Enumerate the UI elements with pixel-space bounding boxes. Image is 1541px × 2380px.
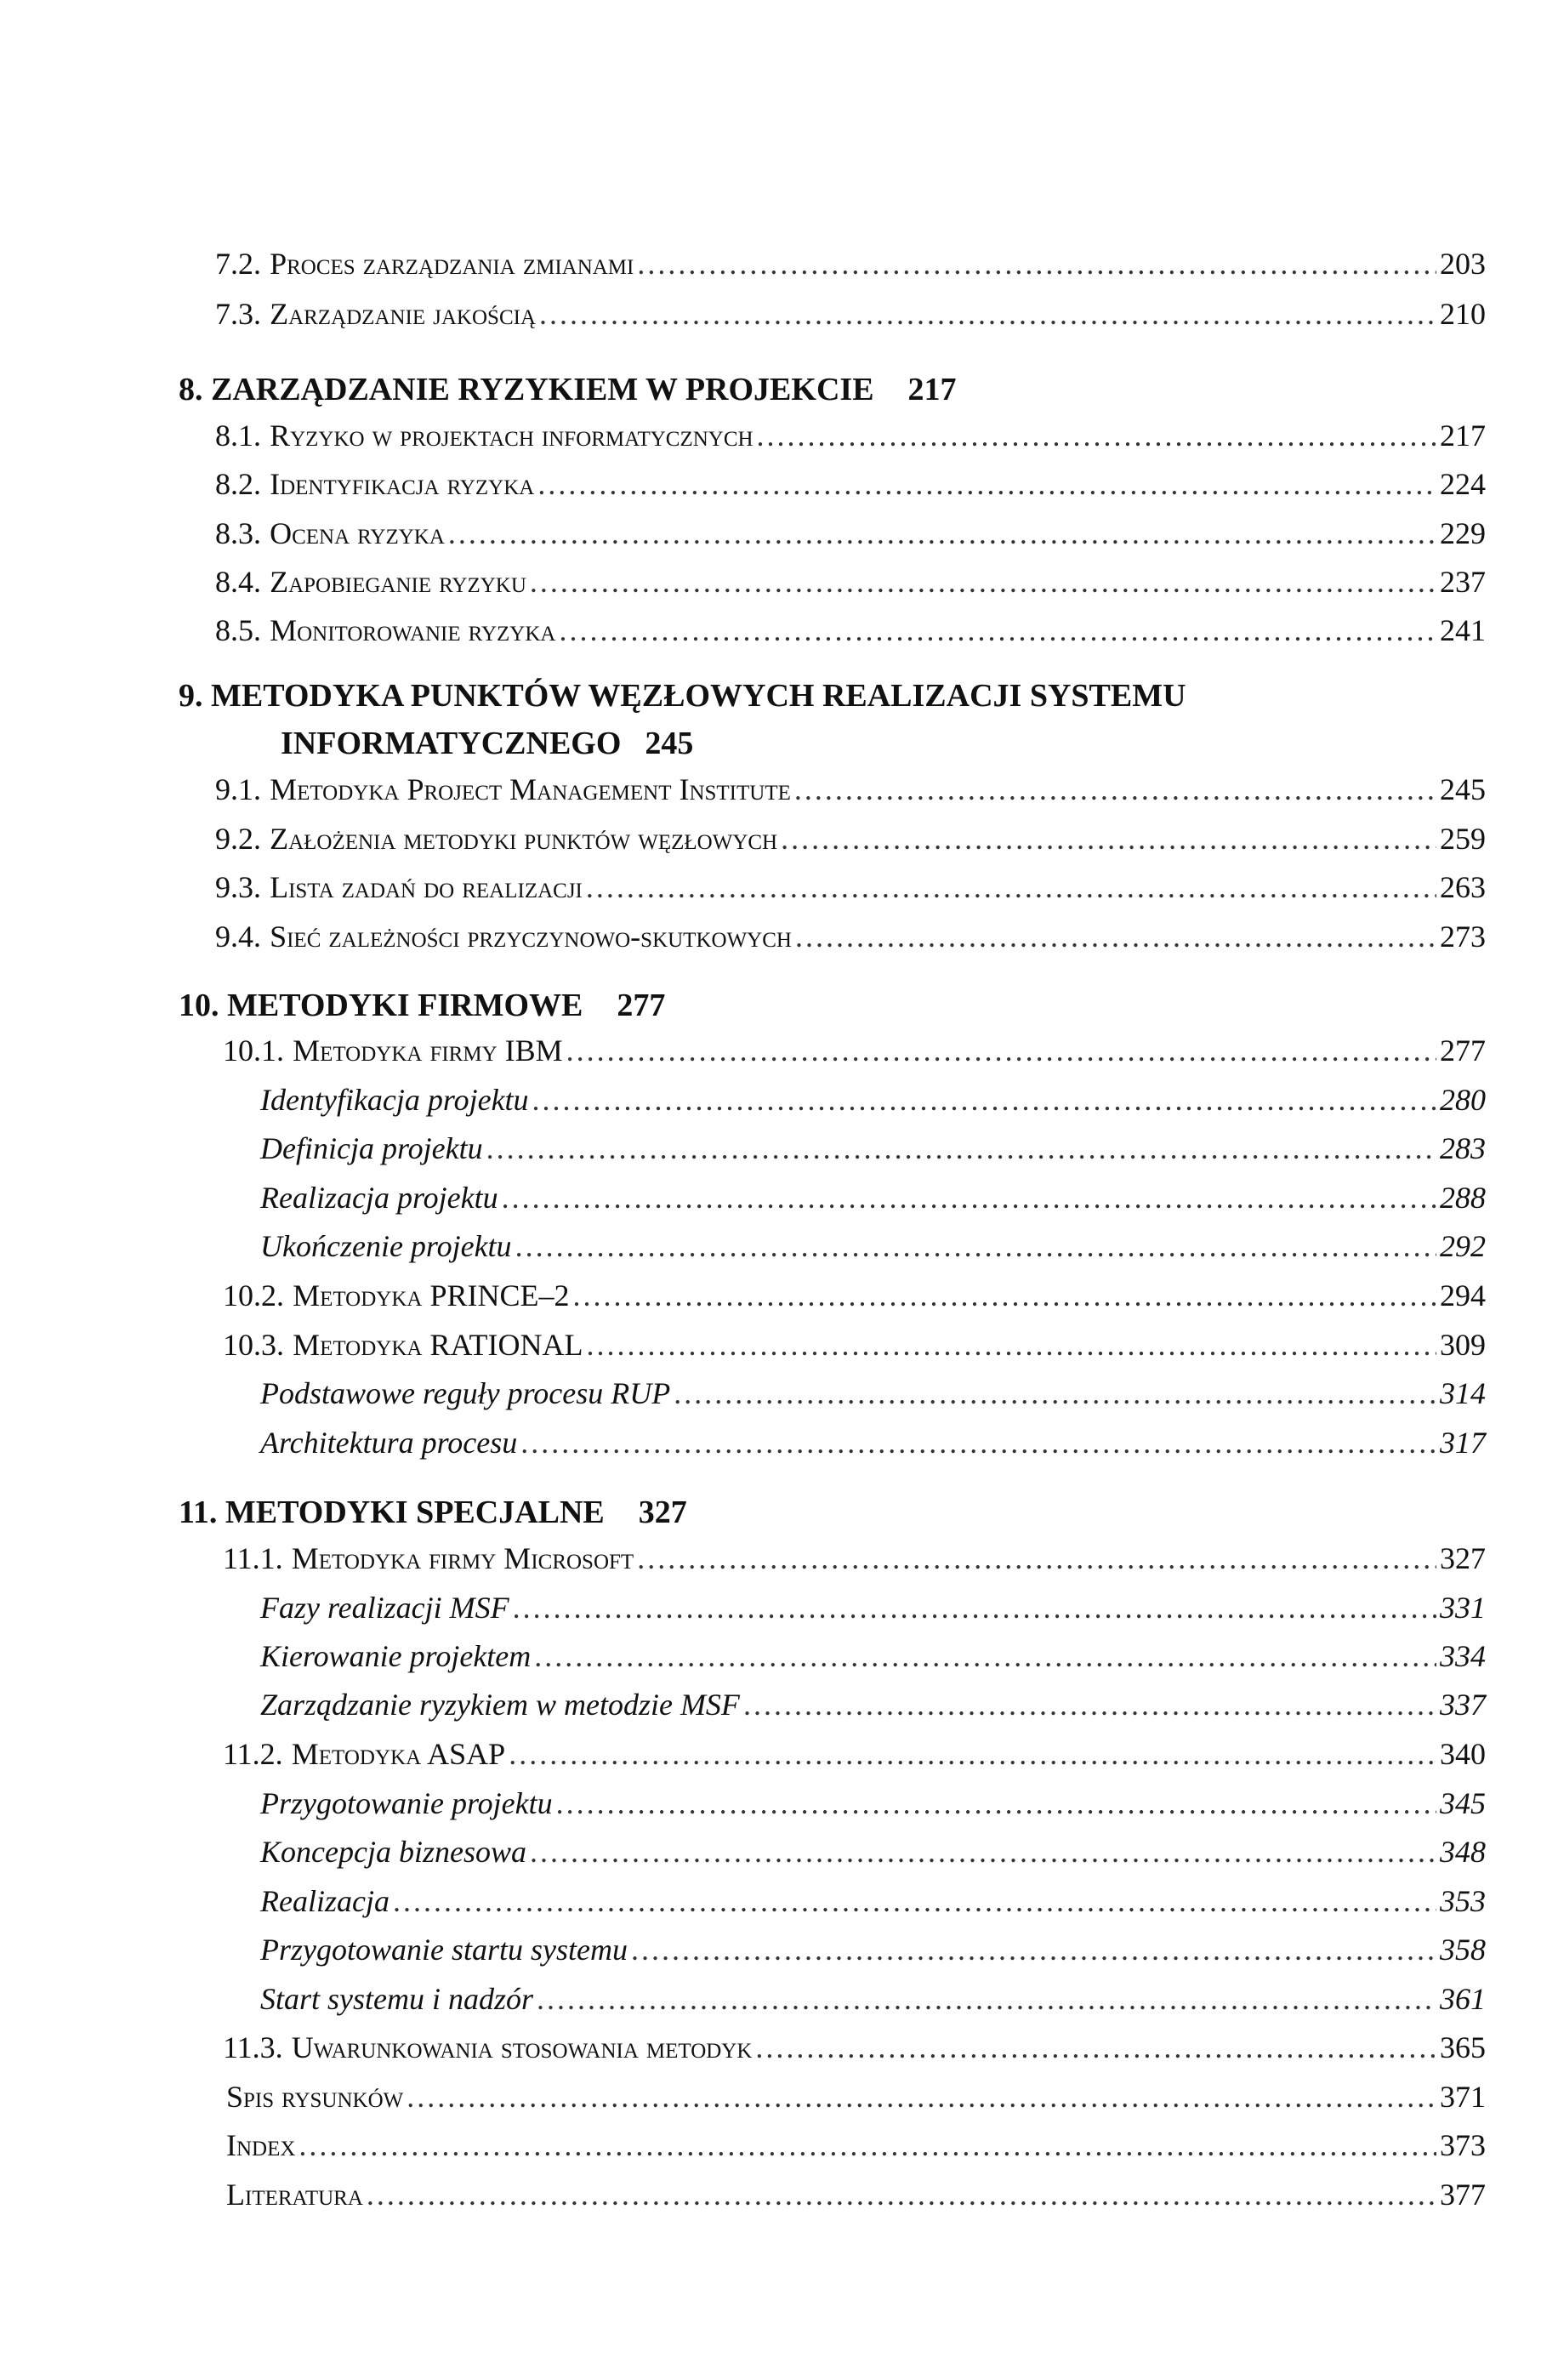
section-number: 11.3. [223, 2030, 283, 2064]
section-number: 9.1. [215, 772, 261, 806]
toc-chapter-heading[interactable] [179, 1489, 687, 1536]
toc-subsection-entry[interactable] [260, 1226, 1486, 1267]
section-number: 8.3. [215, 516, 261, 550]
chapter-page-number: 245 [645, 726, 694, 761]
toc-chapter-heading[interactable] [179, 366, 957, 413]
page-number: 309 [1440, 1328, 1486, 1362]
dot-leader [537, 1979, 1436, 2019]
dot-leader [530, 1831, 1436, 1872]
entry-title: Założenia metodyki punktów węzłowych [270, 822, 778, 856]
dot-leader [755, 2027, 1436, 2068]
dot-leader [637, 243, 1436, 284]
entry-title: Metodyka firmy IBM [293, 1033, 563, 1068]
chapter-title: 10. METODYKI FIRMOWE [179, 988, 583, 1023]
section-number: 8.5. [215, 613, 261, 647]
dot-leader [572, 1275, 1436, 1316]
dot-leader [743, 1684, 1436, 1725]
chapter-title-line2-wrap [179, 720, 1386, 767]
dot-leader [515, 1226, 1436, 1267]
chapter-page-number: 217 [907, 372, 957, 407]
entry-title: Identyfikacja ryzyka [270, 467, 535, 501]
entry-title: Przygotowanie startu systemu [260, 1933, 628, 1967]
dot-leader [539, 293, 1436, 334]
chapter-title-line1: 9. METODYKA PUNKTÓW WĘZŁOWYCH REALIZACJI SYSTEMU [179, 678, 1186, 714]
entry-title: Podstawowe reguły procesu RUP [260, 1376, 671, 1410]
toc-section-entry[interactable] [215, 867, 1486, 908]
dot-leader [631, 1929, 1436, 1970]
dot-leader [781, 818, 1436, 859]
section-number: 11.2. [223, 1737, 283, 1771]
section-number: 9.2. [215, 822, 261, 856]
entry-title: Metodyka PRINCE–2 [293, 1278, 570, 1312]
section-number: 10.2. [223, 1278, 284, 1312]
page-number: 241 [1440, 613, 1486, 647]
page-number: 334 [1440, 1639, 1486, 1673]
section-number: 8.1. [215, 418, 261, 453]
dot-leader [509, 1734, 1436, 1774]
page-number: 377 [1440, 2178, 1486, 2212]
toc-section-entry[interactable] [223, 1734, 1486, 1774]
toc-section-entry[interactable] [215, 561, 1486, 602]
entry-title: Monitorowanie ryzyka [270, 613, 556, 647]
dot-leader [534, 1636, 1436, 1677]
entry-title: Ukończenie projektu [260, 1229, 512, 1263]
entry-title: Lista zadań do realizacji [270, 870, 583, 904]
entry-title: Architektura procesu [260, 1426, 518, 1460]
toc-section-entry[interactable] [215, 769, 1486, 810]
toc-subsection-entry[interactable] [260, 1881, 1486, 1922]
toc-subsection-entry[interactable] [260, 1636, 1486, 1677]
dot-leader [537, 464, 1436, 504]
toc-chapter-heading[interactable] [179, 672, 1386, 767]
page-number: 337 [1440, 1688, 1486, 1722]
toc-section-entry[interactable] [215, 464, 1486, 504]
entry-title: Proces zarządzania zmianami [270, 247, 634, 281]
dot-leader [299, 2125, 1436, 2166]
dot-leader [794, 769, 1436, 810]
page-number: 259 [1440, 822, 1486, 856]
dot-leader [448, 513, 1436, 554]
dot-leader [502, 1177, 1436, 1218]
dot-leader [586, 867, 1436, 908]
dot-leader [637, 1538, 1436, 1579]
toc-subsection-entry[interactable] [260, 1684, 1486, 1725]
page-number: 263 [1440, 870, 1486, 904]
dot-leader [586, 1324, 1436, 1365]
dot-leader [532, 1079, 1436, 1120]
entry-title: Przygotowanie projektu [260, 1786, 553, 1820]
toc-backmatter-entry[interactable] [226, 2174, 1486, 2215]
dot-leader [513, 1587, 1436, 1628]
toc-section-entry[interactable] [215, 415, 1486, 456]
page-number: 358 [1440, 1933, 1486, 1967]
page-number: 353 [1440, 1884, 1486, 1918]
dot-leader [757, 415, 1436, 456]
toc-subsection-entry[interactable] [260, 1128, 1486, 1169]
toc-subsection-entry[interactable] [260, 1373, 1486, 1414]
page-number: 345 [1440, 1786, 1486, 1820]
entry-title: Index [226, 2128, 296, 2162]
section-number: 10.1. [223, 1033, 284, 1068]
section-number: 7.3. [215, 297, 261, 331]
section-number: 8.2. [215, 467, 261, 501]
section-number: 10.3. [223, 1328, 284, 1362]
toc-section-entry[interactable] [215, 610, 1486, 651]
toc-backmatter-entry[interactable] [226, 2125, 1486, 2166]
chapter-page-number: 277 [617, 988, 666, 1023]
entry-title: Literatura [226, 2178, 363, 2212]
toc-section-entry[interactable] [223, 1275, 1486, 1316]
dot-leader [566, 1030, 1436, 1071]
entry-title: Koncepcja biznesowa [260, 1835, 526, 1869]
entry-title: Metodyka Project Management Institute [270, 772, 791, 806]
toc-chapter-heading[interactable] [179, 982, 665, 1029]
page-number: 280 [1440, 1083, 1486, 1117]
section-number: 11.1. [223, 1541, 283, 1575]
section-number: 9.4. [215, 920, 261, 954]
toc-subsection-entry[interactable] [260, 1979, 1486, 2019]
toc-section-entry[interactable] [215, 293, 1486, 334]
toc-subsection-entry[interactable] [260, 1587, 1486, 1628]
page-number: 203 [1440, 247, 1486, 281]
entry-title: Metodyka RATIONAL [293, 1328, 583, 1362]
entry-title: Kierowanie projektem [260, 1639, 532, 1673]
page-number: 348 [1440, 1835, 1486, 1869]
toc-backmatter-entry[interactable] [226, 2076, 1486, 2117]
page-number: 273 [1440, 920, 1486, 954]
entry-title: Sieć zależności przyczynowo-skutkowych [270, 920, 792, 954]
page-number: 237 [1440, 565, 1486, 599]
dot-leader [520, 1422, 1436, 1463]
page-number: 217 [1440, 418, 1486, 453]
toc-section-entry[interactable] [215, 513, 1486, 554]
entry-title: Uwarunkowania stosowania metodyk [291, 2030, 753, 2064]
page-number: 361 [1440, 1982, 1486, 2016]
page-number: 371 [1440, 2080, 1486, 2114]
dot-leader [556, 1783, 1436, 1824]
entry-title: Ryzyko w projektach informatycznych [270, 418, 753, 453]
dot-leader [407, 2076, 1436, 2117]
page-number: 245 [1440, 772, 1486, 806]
entry-title: Realizacja [260, 1884, 390, 1918]
entry-title: Zapobieganie ryzyku [270, 565, 526, 599]
page-number: 288 [1440, 1181, 1486, 1215]
page-number: 317 [1440, 1426, 1486, 1460]
dot-leader [795, 916, 1436, 957]
toc-subsection-entry[interactable] [260, 1079, 1486, 1120]
page-number: 292 [1440, 1229, 1486, 1263]
entry-title: Zarządzanie ryzykiem w metodzie MSF [260, 1688, 740, 1722]
dot-leader [393, 1881, 1436, 1922]
page-number: 229 [1440, 516, 1486, 550]
page-number: 314 [1440, 1376, 1486, 1410]
section-number: 7.2. [215, 247, 261, 281]
section-number: 8.4. [215, 565, 261, 599]
page-number: 327 [1440, 1541, 1486, 1575]
page-number: 331 [1440, 1591, 1486, 1625]
chapter-title-line2: INFORMATYCZNEGO [281, 726, 622, 761]
page-number: 283 [1440, 1131, 1486, 1165]
toc-section-entry[interactable] [223, 2027, 1486, 2068]
entry-title: Metodyka ASAP [291, 1737, 506, 1771]
section-number: 9.3. [215, 870, 261, 904]
page-number: 373 [1440, 2128, 1486, 2162]
entry-title: Fazy realizacji MSF [260, 1591, 509, 1625]
chapter-page-number: 327 [638, 1495, 687, 1530]
entry-title: Metodyka firmy Microsoft [291, 1541, 634, 1575]
toc-section-entry[interactable] [223, 1538, 1486, 1579]
dot-leader [559, 610, 1436, 651]
chapter-title: 11. METODYKI SPECJALNE [179, 1495, 605, 1530]
toc-subsection-entry[interactable] [260, 1929, 1486, 1970]
entry-title: Identyfikacja projektu [260, 1083, 529, 1117]
page-number: 210 [1440, 297, 1486, 331]
toc-subsection-entry[interactable] [260, 1422, 1486, 1463]
page-number: 224 [1440, 467, 1486, 501]
page-number: 340 [1440, 1737, 1486, 1771]
chapter-title: 8. ZARZĄDZANIE RYZYKIEM W PROJEKCIE [179, 372, 874, 407]
entry-title: Spis rysunków [226, 2080, 404, 2114]
entry-title: Ocena ryzyka [270, 516, 445, 550]
toc-section-entry[interactable] [223, 1324, 1486, 1365]
page-number: 365 [1440, 2030, 1486, 2064]
dot-leader [367, 2174, 1436, 2215]
entry-title: Realizacja projektu [260, 1181, 498, 1215]
dot-leader [530, 561, 1436, 602]
toc-section-entry[interactable] [215, 916, 1486, 957]
entry-title: Definicja projektu [260, 1131, 483, 1165]
page-number: 294 [1440, 1278, 1486, 1312]
toc-section-entry[interactable] [215, 818, 1486, 859]
entry-title: Zarządzanie jakością [270, 297, 537, 331]
dot-leader [674, 1373, 1436, 1414]
page-number: 277 [1440, 1033, 1486, 1068]
toc-section-entry[interactable] [223, 1030, 1486, 1071]
toc-subsection-entry[interactable] [260, 1831, 1486, 1872]
dot-leader [486, 1128, 1436, 1169]
toc-section-entry[interactable] [215, 243, 1486, 284]
entry-title: Start systemu i nadzór [260, 1982, 534, 2016]
toc-subsection-entry[interactable] [260, 1177, 1486, 1218]
toc-subsection-entry[interactable] [260, 1783, 1486, 1824]
